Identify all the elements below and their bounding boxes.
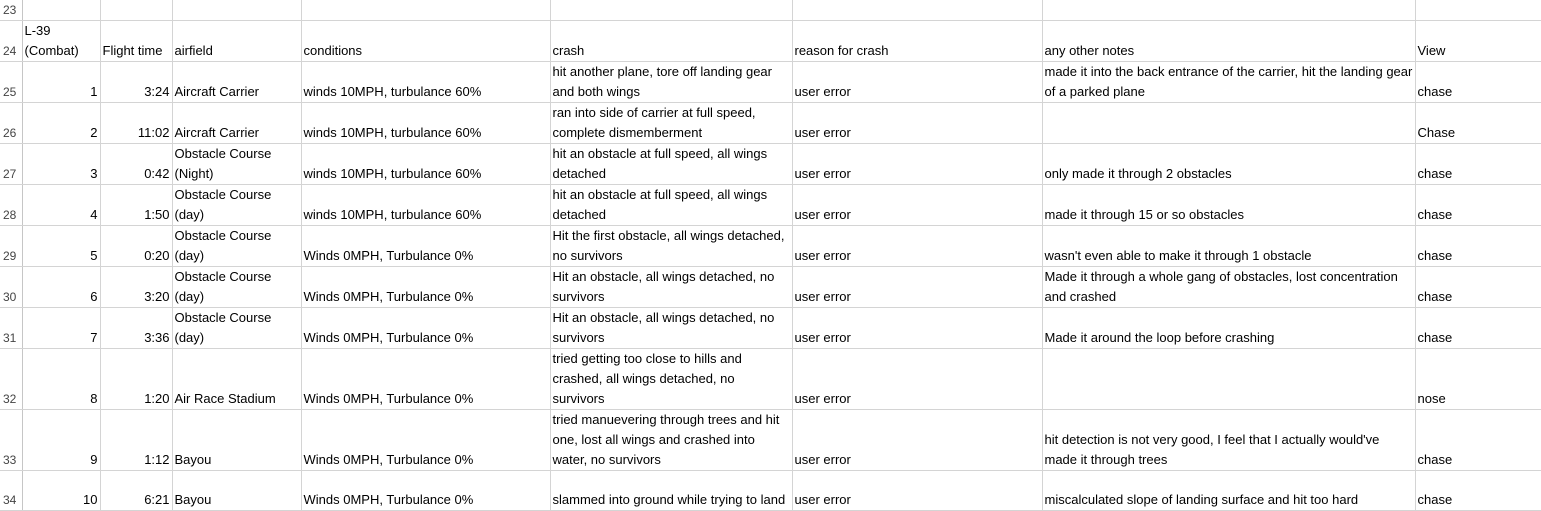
row-header[interactable]: 31 [0,308,22,349]
cell-flight-time[interactable]: 1:20 [100,349,172,410]
cell-view[interactable]: chase [1415,62,1541,103]
row-header[interactable]: 34 [0,471,22,511]
cell-conditions[interactable]: Winds 0MPH, Turbulance 0% [301,226,550,267]
cell-airfield[interactable]: Obstacle Course (Night) [172,144,301,185]
cell-run[interactable]: 2 [22,103,100,144]
cell-reason[interactable]: user error [792,62,1042,103]
table-row [0,349,1541,410]
cell-airfield[interactable]: Air Race Stadium [172,349,301,410]
row-header[interactable]: 25 [0,62,22,103]
row-header[interactable]: 32 [0,349,22,410]
cell-flight-time[interactable]: 11:02 [100,103,172,144]
row-header[interactable]: 23 [0,0,22,21]
cell-reason[interactable]: user error [792,410,1042,471]
cell-view[interactable]: View [1415,21,1541,62]
cell-run[interactable]: 7 [22,308,100,349]
cell-notes[interactable]: only made it through 2 obstacles [1042,144,1415,185]
cell-flight-time[interactable]: 6:21 [100,471,172,511]
cell-view[interactable] [1415,0,1541,21]
cell-airfield[interactable]: Obstacle Course (day) [172,226,301,267]
cell-run[interactable]: 8 [22,349,100,410]
cell-notes[interactable] [1042,103,1415,144]
cell-flight-time[interactable]: Flight time [100,21,172,62]
cell-flight-time[interactable] [100,0,172,21]
cell-view[interactable]: chase [1415,410,1541,471]
cell-notes[interactable]: wasn't even able to make it through 1 obstacle [1042,226,1415,267]
cell-conditions[interactable]: winds 10MPH, turbulance 60% [301,103,550,144]
cell-crash[interactable]: hit an obstacle at full speed, all wings detached [550,144,792,185]
cell-notes[interactable]: hit detection is not very good, I feel that I actually would've made it through trees [1042,410,1415,471]
cell-view[interactable]: chase [1415,185,1541,226]
table-row [0,103,1541,144]
cell-view[interactable]: chase [1415,267,1541,308]
table-row [0,185,1541,226]
table-row [0,308,1541,349]
table-row [0,410,1541,471]
cell-crash[interactable] [550,0,792,21]
row-header[interactable]: 33 [0,410,22,471]
cell-reason[interactable]: user error [792,144,1042,185]
cell-view[interactable]: chase [1415,144,1541,185]
cell-view[interactable]: Chase [1415,103,1541,144]
cell-notes[interactable]: Made it around the loop before crashing [1042,308,1415,349]
cell-run[interactable]: 4 [22,185,100,226]
cell-reason[interactable]: user error [792,226,1042,267]
table-row [0,144,1541,185]
cell-notes[interactable]: made it through 15 or so obstacles [1042,185,1415,226]
cell-crash[interactable]: hit an obstacle at full speed, all wings detached [550,185,792,226]
cell-reason[interactable]: user error [792,471,1042,511]
cell-conditions[interactable]: winds 10MPH, turbulance 60% [301,62,550,103]
row-header[interactable]: 26 [0,103,22,144]
row-header[interactable]: 27 [0,144,22,185]
cell-notes[interactable]: miscalculated slope of landing surface and hit too hard [1042,471,1415,511]
cell-run[interactable]: L-39 (Combat) [22,21,100,62]
cell-view[interactable]: chase [1415,471,1541,511]
cell-run[interactable] [22,0,100,21]
cell-crash[interactable]: tried manuevering through trees and hit one, lost all wings and crashed into water, no survivors [550,410,792,471]
cell-notes[interactable]: made it into the back entrance of the carrier, hit the landing gear of a parked plane [1042,62,1415,103]
cell-crash[interactable]: slammed into ground while trying to land [550,471,792,511]
cell-reason[interactable]: user error [792,308,1042,349]
cell-conditions[interactable]: winds 10MPH, turbulance 60% [301,144,550,185]
row-header[interactable]: 30 [0,267,22,308]
cell-conditions[interactable]: Winds 0MPH, Turbulance 0% [301,471,550,511]
cell-reason[interactable]: user error [792,103,1042,144]
cell-conditions[interactable]: Winds 0MPH, Turbulance 0% [301,267,550,308]
cell-crash[interactable]: crash [550,21,792,62]
row-header[interactable]: 29 [0,226,22,267]
cell-run[interactable]: 10 [22,471,100,511]
cell-flight-time[interactable]: 0:20 [100,226,172,267]
cell-notes[interactable]: any other notes [1042,21,1415,62]
cell-conditions[interactable]: Winds 0MPH, Turbulance 0% [301,410,550,471]
cell-crash[interactable]: Hit an obstacle, all wings detached, no survivors [550,267,792,308]
cell-notes[interactable]: Made it through a whole gang of obstacles, lost concentration and crashed [1042,267,1415,308]
cell-crash[interactable]: Hit an obstacle, all wings detached, no survivors [550,308,792,349]
table-row [0,267,1541,308]
cell-crash[interactable]: hit another plane, tore off landing gear and both wings [550,62,792,103]
table-row [0,21,1541,62]
cell-flight-time[interactable]: 1:50 [100,185,172,226]
cell-view[interactable]: nose [1415,349,1541,410]
cell-run[interactable]: 1 [22,62,100,103]
table-row [0,62,1541,103]
cell-view[interactable]: chase [1415,226,1541,267]
cell-flight-time[interactable]: 1:12 [100,410,172,471]
cell-conditions[interactable]: Winds 0MPH, Turbulance 0% [301,349,550,410]
cell-flight-time[interactable]: 3:20 [100,267,172,308]
cell-conditions[interactable]: Winds 0MPH, Turbulance 0% [301,308,550,349]
table-row [0,471,1541,511]
cell-view[interactable]: chase [1415,308,1541,349]
cell-crash[interactable]: tried getting too close to hills and crashed, all wings detached, no survivors [550,349,792,410]
cell-conditions[interactable]: winds 10MPH, turbulance 60% [301,185,550,226]
cell-run[interactable]: 5 [22,226,100,267]
cell-crash[interactable]: ran into side of carrier at full speed, complete dismemberment [550,103,792,144]
cell-flight-time[interactable]: 0:42 [100,144,172,185]
cell-airfield[interactable]: Obstacle Course (day) [172,185,301,226]
cell-reason[interactable] [792,0,1042,21]
cell-run[interactable]: 3 [22,144,100,185]
cell-conditions[interactable] [301,0,550,21]
cell-notes[interactable] [1042,349,1415,410]
cell-run[interactable]: 9 [22,410,100,471]
cell-run[interactable]: 6 [22,267,100,308]
cell-airfield[interactable]: Obstacle Course (day) [172,308,301,349]
cell-reason[interactable]: user error [792,267,1042,308]
cell-crash[interactable]: Hit the first obstacle, all wings detached, no survivors [550,226,792,267]
cell-reason[interactable]: user error [792,185,1042,226]
cell-airfield[interactable]: Aircraft Carrier [172,62,301,103]
cell-airfield[interactable]: Obstacle Course (day) [172,267,301,308]
cell-flight-time[interactable]: 3:36 [100,308,172,349]
cell-airfield[interactable]: airfield [172,21,301,62]
table-row [0,0,1541,21]
cell-conditions[interactable]: conditions [301,21,550,62]
cell-flight-time[interactable]: 3:24 [100,62,172,103]
table-row [0,226,1541,267]
cell-reason[interactable]: user error [792,349,1042,410]
cell-notes[interactable] [1042,0,1415,21]
cell-airfield[interactable]: Bayou [172,471,301,511]
cell-airfield[interactable]: Aircraft Carrier [172,103,301,144]
cell-airfield[interactable]: Bayou [172,410,301,471]
cell-reason[interactable]: reason for crash [792,21,1042,62]
cell-airfield[interactable] [172,0,301,21]
row-header[interactable]: 24 [0,21,22,62]
row-header[interactable]: 28 [0,185,22,226]
